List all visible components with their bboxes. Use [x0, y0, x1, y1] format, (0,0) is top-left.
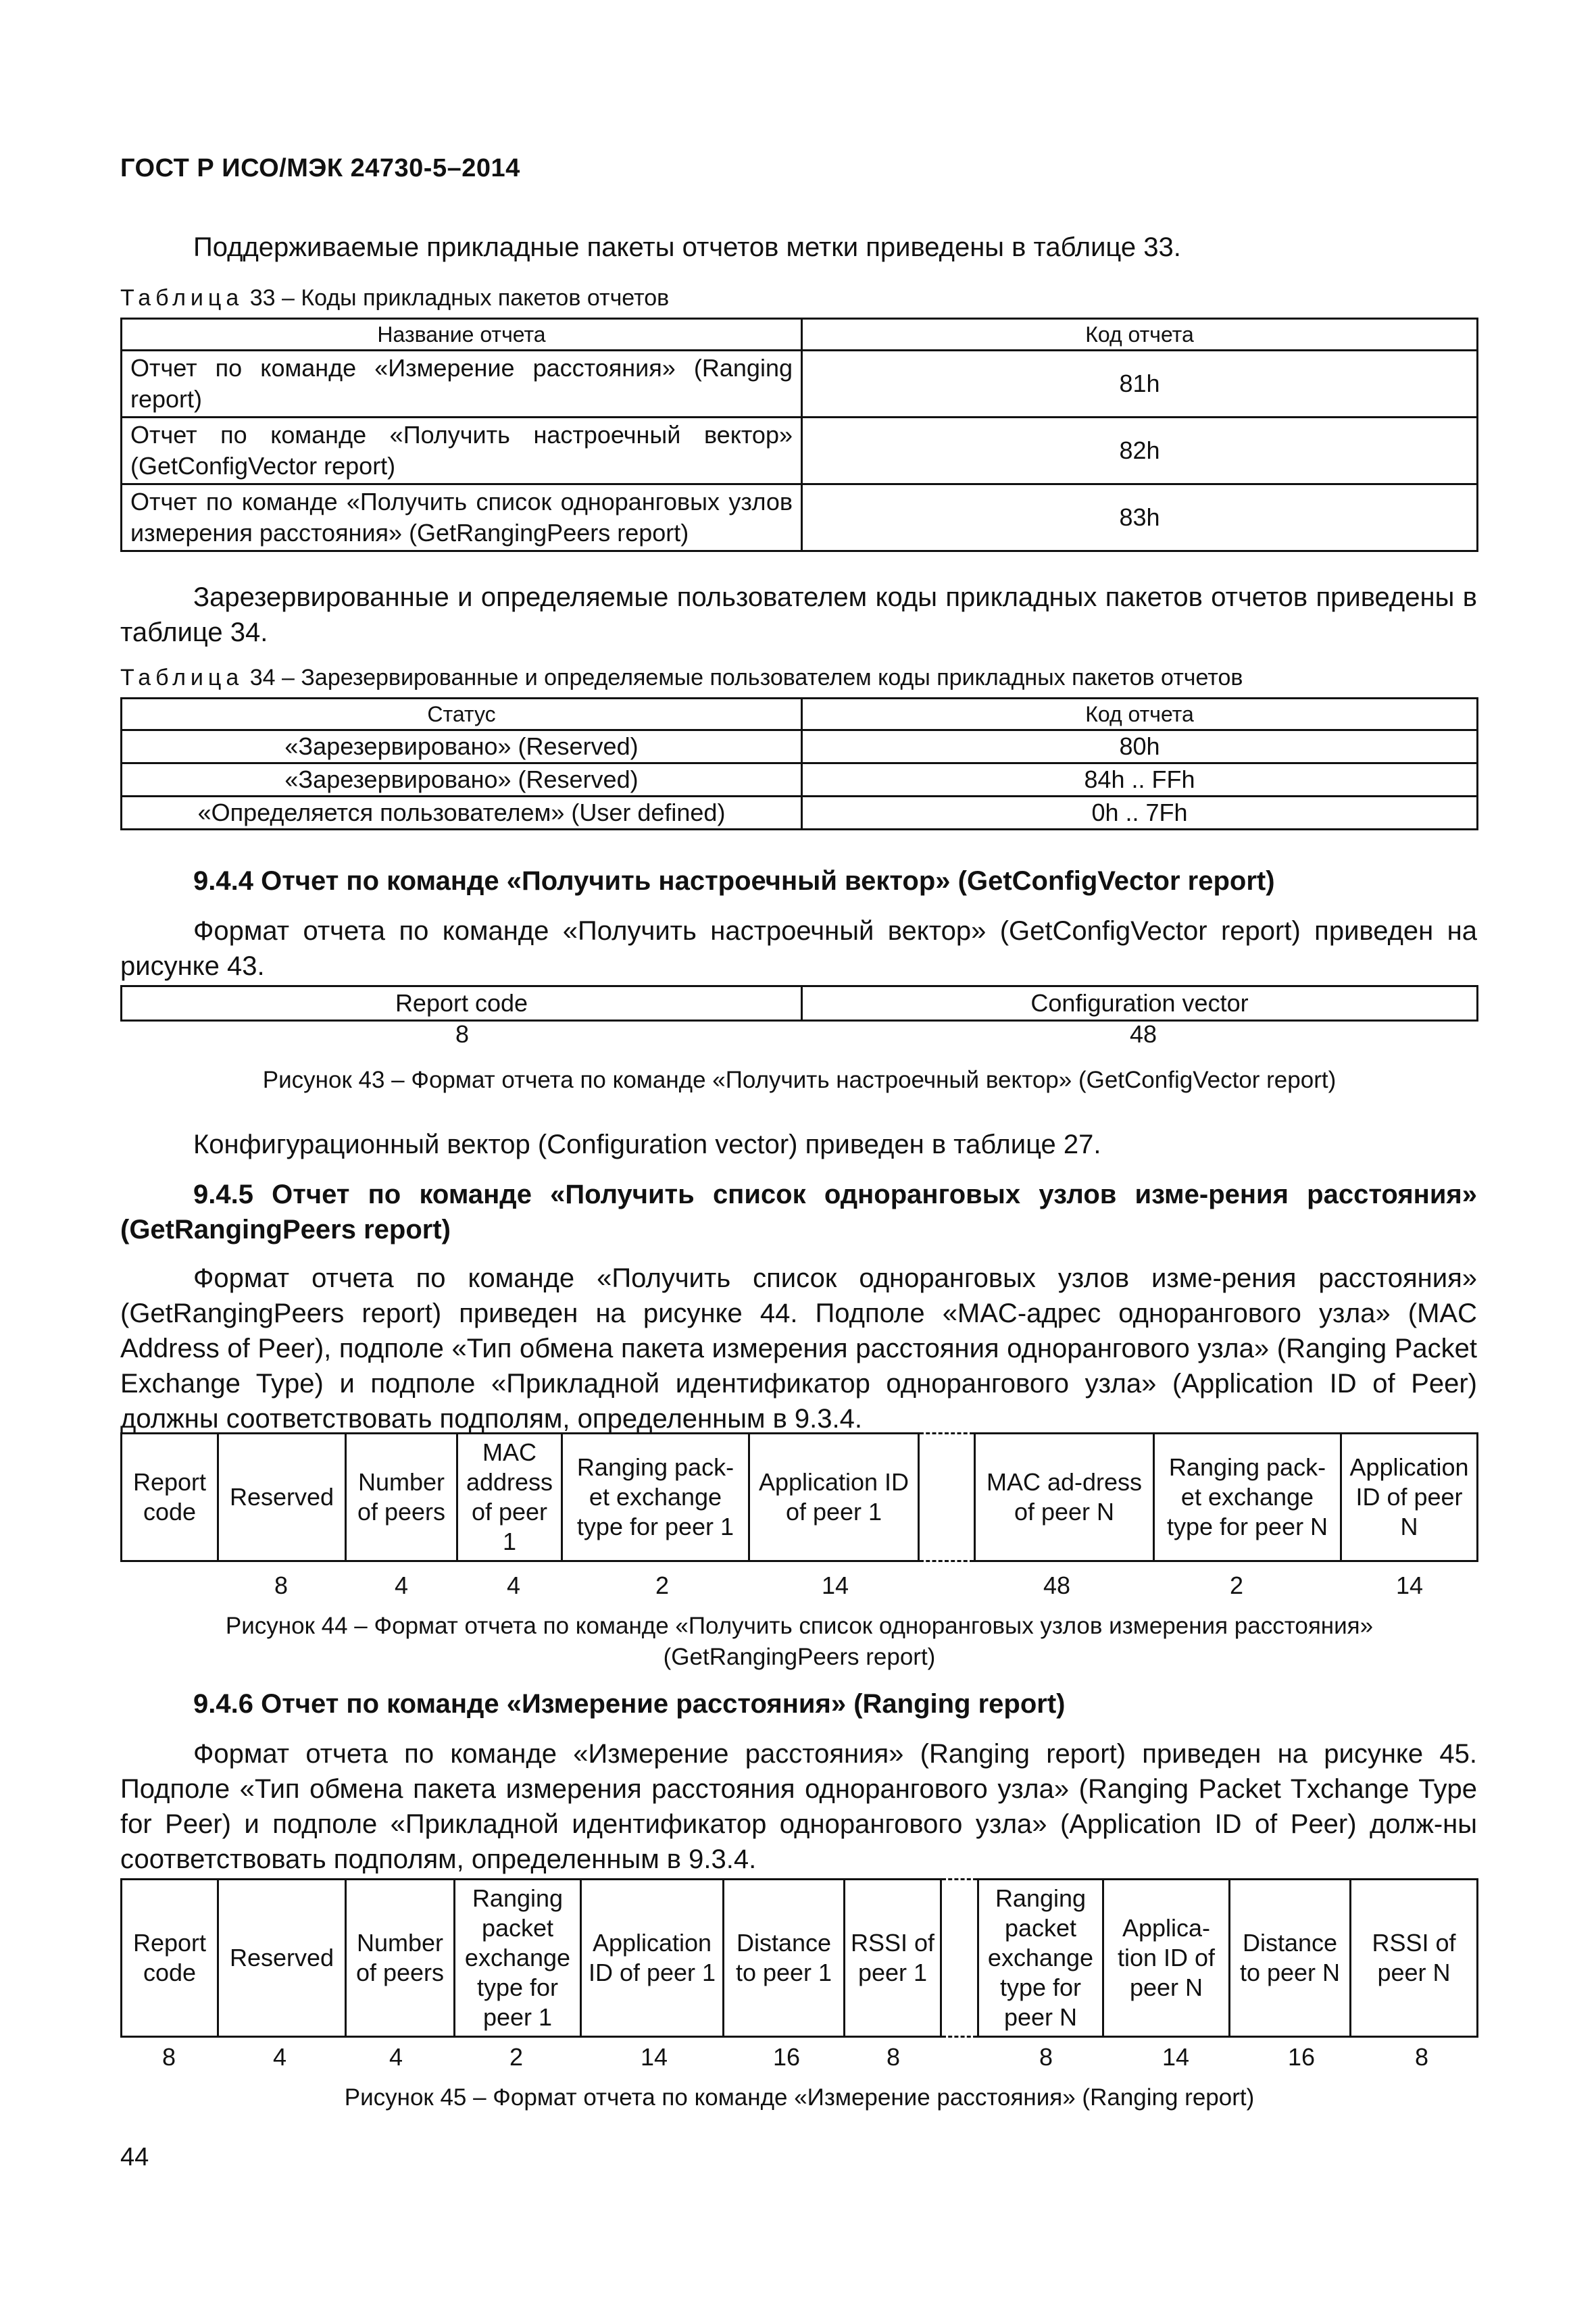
figure-44-caption-line1: Рисунок 44 – Формат отчета по команде «Получить список одноранговых узлов измерения расстояния» [225, 1613, 1374, 1639]
field-distance-peer-n: Distance to peer N [1230, 1880, 1351, 2037]
table-33 [120, 318, 1478, 552]
figure-45-bits [0, 2043, 1596, 2073]
field-application-id-peer-1: Application ID of peer 1 [581, 1880, 724, 2037]
table33-row-code: 83h [802, 484, 1478, 551]
section-944-heading: 9.4.4 Отчет по команде «Получить настроечный вектор» (GetConfigVector report) [193, 866, 1275, 896]
document-header: ГОСТ Р ИСО/МЭК 24730-5–2014 [120, 154, 520, 182]
field-ellipsis-gap [941, 1880, 978, 2037]
bit-size: 8 [1039, 2043, 1053, 2071]
bit-size: 14 [640, 2043, 668, 2071]
table33-header-code: Код отчета [802, 319, 1478, 351]
figure-43-format [120, 985, 1478, 1022]
table33-row-name: Отчет по команде «Получить настроечный вектор» (GetConfigVector report) [122, 418, 802, 484]
field-ranging-type-peer-n: Ranging packet exchange type for peer N [978, 1880, 1103, 2037]
bit-size: 48 [1043, 1571, 1071, 1599]
field-application-id-peer-n: Applica-tion ID of peer N [1103, 1880, 1230, 2037]
section-944-after: Конфигурационный вектор (Configuration vector) приведен в таблице 27. [193, 1130, 1101, 1159]
field-application-id-peer-1: Application ID of peer 1 [749, 1434, 919, 1561]
table34-header-code: Код отчета [802, 699, 1478, 730]
intro-paragraph: Поддерживаемые прикладные пакеты отчетов метки приведены в таблице 33. [193, 232, 1181, 262]
bit-size: 8 [1414, 2043, 1429, 2071]
bit-size: 16 [1287, 2043, 1316, 2071]
bit-size: 48 [1129, 1020, 1157, 1048]
bit-size: 8 [455, 1020, 470, 1048]
field-reserved: Reserved [218, 1880, 346, 2037]
section-944-paragraph: Формат отчета по команде «Получить настроечный вектор» (GetConfigVector report) приведен на рисунке 43. [120, 916, 1477, 981]
figure-44-format [120, 1432, 1478, 1562]
bit-size: 4 [389, 2043, 403, 2071]
bit-size: 8 [274, 1571, 289, 1599]
figure-44-bits [0, 1571, 1596, 1601]
section-946-heading: 9.4.6 Отчет по команде «Измерение расстояния» (Ranging report) [193, 1689, 1066, 1719]
bit-size: 4 [272, 2043, 287, 2071]
figure-44-caption [120, 1611, 1478, 1673]
field-report-code: Report code [122, 1434, 218, 1561]
bit-size: 16 [772, 2043, 801, 2071]
table33-row-code: 81h [802, 351, 1478, 418]
section-945-heading: 9.4.5 Отчет по команде «Получить список одноранговых узлов изме-рения расстояния» (GetRangingPeers report) [120, 1180, 1477, 1244]
bit-size: 14 [821, 1571, 849, 1599]
figure-44-caption-line2: (GetRangingPeers report) [663, 1644, 936, 1670]
table34-row-status: «Зарезервировано» (Reserved) [122, 730, 802, 763]
field-ranging-type-peer-1: Ranging pack-et exchange type for peer 1 [562, 1434, 749, 1561]
figure-43-caption: Рисунок 43 – Формат отчета по команде «Получить настроечный вектор» (GetConfigVector report) [262, 1067, 1337, 1093]
table34-header-status: Статус [122, 699, 802, 730]
reserved-paragraph: Зарезервированные и определяемые пользователем коды прикладных пакетов отчетов приведены в таблице 34. [120, 582, 1477, 647]
field-ranging-type-peer-1: Ranging packet exchange type for peer 1 [455, 1880, 581, 2037]
bit-size: 4 [394, 1571, 409, 1599]
table33-row-name: Отчет по команде «Измерение расстояния» (Ranging report) [122, 351, 802, 418]
table34-row-code: 80h [802, 730, 1478, 763]
section-946-paragraph: Формат отчета по команде «Измерение расстояния» (Ranging report) приведен на рисунке 45. Подполе «Тип обмена пакета измерения расстояния однорангового узла» (Ranging Packet Txchange Type for Peer) и подполе «Прикладной идентификатор однорангового узла» (Application ID of Peer) долж-ны соответствовать подполям, определенным в 9.3.4. [120, 1739, 1477, 1874]
table34-row-code: 0h .. 7Fh [802, 797, 1478, 830]
table34-row-status: «Определяется пользователем» (User defined) [122, 797, 802, 830]
table34-caption: Таблица 34 – Зарезервированные и определяемые пользователем коды прикладных пакетов отчетов [120, 665, 1243, 690]
field-report-code: Report code [122, 986, 802, 1021]
figure-45-caption: Рисунок 45 – Формат отчета по команде «Измерение расстояния» (Ranging report) [344, 2084, 1255, 2111]
field-rssi-peer-1: RSSI of peer 1 [845, 1880, 941, 2037]
field-report-code: Report code [122, 1880, 218, 2037]
field-mac-address-peer-n: MAC ad-dress of peer N [975, 1434, 1154, 1561]
field-number-of-peers: Number of peers [346, 1434, 457, 1561]
section-945-paragraph: Формат отчета по команде «Получить список одноранговых узлов изме-рения расстояния» (GetRangingPeers report) приведен на рисунке 44. Подполе «MAC-адрес однорангового узла» (MAC Address of Peer), подполе «Тип обмена пакета измерения расстояния однорангового узла» (Ranging Packet Exchange Type) и подполе «Прикладной идентификатор однорангового узла» (Application ID of Peer) должны соответствовать подполям, определенным в 9.3.4. [120, 1263, 1477, 1434]
page-number: 44 [120, 2143, 149, 2171]
table34-row-code: 84h .. FFh [802, 763, 1478, 797]
table33-caption: Таблица 33 – Коды прикладных пакетов отчетов [120, 285, 670, 311]
bit-size: 8 [161, 2043, 176, 2071]
field-rssi-peer-n: RSSI of peer N [1351, 1880, 1478, 2037]
field-ellipsis-gap [919, 1434, 975, 1561]
field-application-id-peer-n: Application ID of peer N [1341, 1434, 1478, 1561]
bit-size: 14 [1395, 1571, 1424, 1599]
table34-row-status: «Зарезервировано» (Reserved) [122, 763, 802, 797]
table33-header-name: Название отчета [122, 319, 802, 351]
field-mac-address-peer-1: MAC address of peer 1 [457, 1434, 562, 1561]
figure-45-format [120, 1878, 1478, 2038]
field-ranging-type-peer-n: Ranging pack-et exchange type for peer N [1154, 1434, 1341, 1561]
table-34 [120, 697, 1478, 830]
field-reserved: Reserved [218, 1434, 346, 1561]
bit-size: 14 [1162, 2043, 1190, 2071]
field-number-of-peers: Number of peers [346, 1880, 455, 2037]
bit-size: 8 [886, 2043, 901, 2071]
bit-size: 2 [1229, 1571, 1244, 1599]
field-distance-peer-1: Distance to peer 1 [724, 1880, 845, 2037]
table33-row-code: 82h [802, 418, 1478, 484]
bit-size: 4 [506, 1571, 521, 1599]
table33-row-name: Отчет по команде «Получить список одноранговых узлов измерения расстояния» (GetRangingPeers report) [122, 484, 802, 551]
figure-43-bits [0, 1020, 1596, 1050]
bit-size: 2 [509, 2043, 524, 2071]
field-configuration-vector: Configuration vector [802, 986, 1478, 1021]
bit-size: 2 [655, 1571, 670, 1599]
